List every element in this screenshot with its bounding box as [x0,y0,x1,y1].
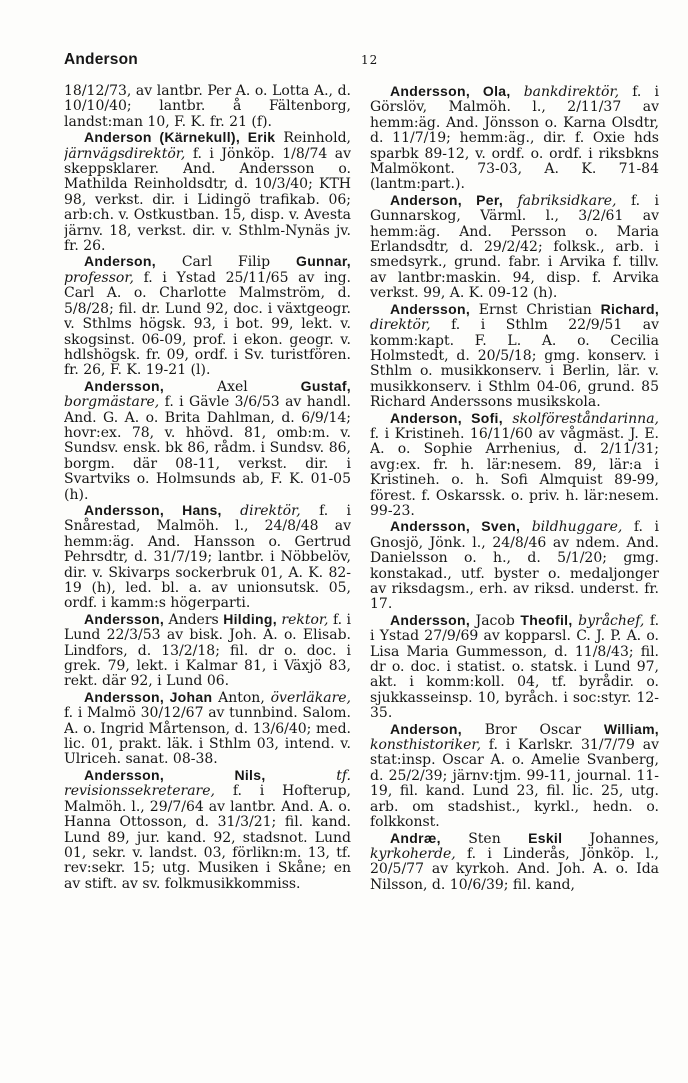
entry-text: f. i Lund 22/3/53 av bisk. Joh. A. o. Elisab. Lindfors, d. 13/2/18; fil. dr o. doc. i grek. 79, lekt. i Kalmar 81, i Växjö 83, rekt. där 92, i Lund 06. [64,611,351,690]
entry-title: fabriksidkare, [517,192,617,209]
entry-name: Andersson, [84,377,165,394]
entry-given-names: Anton, [218,689,265,706]
entry-text: f. i Karlskr. 31/7/79 av stat:insp. Oscar A. o. Amelie Svanberg, d. 25/2/39; järnv:tjm. 99-11, journal. 11-19, fil. kand. Lund 23, fil. lic. 25, utg. arb. om stadshist., kyrkl., hedn. o. folkkonst. [370,737,659,831]
entry-text: 18/12/73, av lantbr. Per A. o. Lotta A., d. 10/10/40; lantbr. å Fältenborg, landst:man 10, F. K. fr. 21 (f). [64,84,351,130]
entry-given-names-extra: Johannes, [589,830,659,847]
entry-title: tf. revisionssekreterare, [64,767,351,800]
entry-given-names: Sten [468,830,501,847]
entry-continuation [64,84,351,130]
entry-title: järnvägsdirektör, [64,145,186,162]
entry-name: Andersson, Ola, [390,84,511,99]
running-head-surname: Anderson [64,51,138,68]
entry-given-names: Bror Oscar [484,721,582,738]
entry-call-name: Gunnar, [296,253,351,270]
entry-call-name: William, [603,720,659,737]
entry-text: f. i Kristineh. 16/11/60 av vågmäst. J. E. A. o. Sophie Arrhenius, d. 2/11/31; avg:ex. fr. h. lär:nesem. 89, lär:a i Kristineh. o. h. Sofi Almquist 89-99, förest. f. Oskarssk. o. priv. h. lär:nesem. 99-23. [370,425,659,519]
entry-title: konsthistoriker, [370,737,482,754]
entry-call-name: Eskil [528,829,563,846]
biography-entry [370,613,659,722]
biography-entry [370,411,659,520]
biography-entry [64,503,351,612]
biography-entry [64,768,351,892]
entry-title: byråchef, [578,612,645,629]
entry-name: Andræ, [390,829,441,846]
entry-name: Andersson, Johan [84,688,213,705]
entry-text: f. i Malmö 30/12/67 av tunnbind. Salom. A. o. Ingrid Mårtenson, d. 13/6/40; med. lic. 01, prakt. läk. i Sthlm 03, intend. v. Ulriceh. sanat. 08-38. [64,705,351,768]
left-column [64,84,351,1069]
entry-given-names: Ernst Christian [478,301,592,318]
entry-text: f. i Snårestad, Malmöh. l., 24/8/48 av hemm:äg. And. Hansson o. Gertrud Pehrsdtr, d. 31/7/19; lantbr. i Nöbbelöv, dir. v. Skivarps sockerbruk 01, A. K. 82-19 (h), led. bl. a. av unionsutsk. 05, ordf. i kamm:s högerparti. [64,502,351,612]
entry-text: f. i Gunnarskog, Värml. l., 3/2/61 av hemm:äg. And. Persson o. Maria Erlandsdtr, d. 29/2/42; folksk., arb. i smedsyrk., grund. fabr. i Arvika f. tillv. av lantbr:maskin. 94, disp. f. Arvika verkst. 99, A. K. 09-12 (h). [370,192,659,302]
entry-text: f. i Jönköp. 1/8/74 av skeppsklarer. And. Andersson o. Mathilda Reinholdsdtr, d. 10/3/40; KTH 98, verkst. dir. i Lidingö trafikab. 06; arb:ch. v. Ostkustban. 15, disp. v. Avesta järnv. 18, verkst. dir. v. Sthlm-Nynäs jv. fr. 26. [64,145,351,255]
entry-name: Andersson, [84,610,165,627]
entry-title: professor, [64,269,134,286]
entry-text: f. i Sthlm 22/9/51 av komm:kapt. F. L. A. o. Cecilia Holmstedt, d. 20/5/18; gmg. konserv. i Sthlm o. musikkonserv. i Berlin, lär. v. musikkonserv. i Sthlm 04-06, grund. 85 Richard Anderssons musikskola. [370,317,659,411]
entry-given-names: Jacob [475,612,515,629]
biography-entry [64,690,351,768]
entry-given-names: Axel [216,378,248,395]
entry-title: direktör, [370,317,431,334]
biography-entry [64,379,351,503]
entry-title: skolföreståndarinna, [512,410,659,427]
biography-entry [370,831,659,894]
entry-text: f. i Ystad 27/9/69 av kopparsl. C. J. P. A. o. Lisa Maria Gummesson, d. 11/8/43; fil. dr o. doc. i statist. o. statsk. i Lund 97, akt. i komm:koll. 04, tf. byrådir. o. sjukkasseinsp. 10, byråch. i soc:styr. 12-35. [370,612,659,722]
entry-text: f. i Ystad 25/11/65 av ing. Carl A. o. Charlotte Malmström, d. 5/8/28; fil. dr. Lund 92, doc. i växtgeogr. v. Sthlms högsk. 93, i bot. 99, lekt. v. skogsinst. 06-09, prof. i ekon. geogr. v. hdlshögsk. fr. 09, ordf. i Sv. turistfören. fr. 26, F. K. 19-21 (l). [64,269,351,379]
entry-name: Anderson, [390,720,462,737]
biography-entry [64,130,351,254]
entry-title: bankdirektör, [523,84,620,100]
entry-text: f. i Görslöv, Malmöh. l., 2/11/37 av hemm:äg. And. Jönsson o. Karna Olsdtr, d. 11/7/19; hemm:äg., dir. f. Oxie hds sparbk 89-12, v. ordf. o. ordf. i riksbkns Malmökont. 73-03, A. K. 71-84 (lantm:part.). [370,84,659,193]
entry-call-name: Gustaf, [300,377,351,394]
running-head [64,51,649,71]
biography-entry [370,193,659,302]
entry-title: överläkare, [270,689,351,706]
entry-given-names: Anders [168,611,219,628]
right-column [370,84,659,1069]
entry-name: Andersson, [390,300,471,317]
entry-name: Andersson, [390,611,471,628]
biography-entry [64,612,351,690]
entry-title: bildhuggare, [531,519,623,536]
biography-entry [370,302,659,411]
entry-name: Anderson (Kärnekull), Erik [84,129,276,146]
entry-text: f. i Hofterup, Malmöh. l., 29/7/64 av lantbr. And. A. o. Hanna Ottosson, d. 31/3/21; fil. kand. Lund 89, jur. kand. 92, stadsnot. Lund 01, sekr. v. landst. 03, förlikn:m. 13, tf. rev:sekr. 15; utg. Musiken i Skåne; en av stift. av sv. folkmusikkommiss. [64,783,351,892]
entry-call-name: Richard, [600,300,659,317]
entry-call-name: Hilding, [223,610,277,627]
entry-text: f. i Gävle 3/6/53 av handl. And. G. A. o. Brita Dahlman, d. 6/9/14; hovr:ex. 78, v. hhövd. 81, omb:m. v. Sundsv. ensk. bk 86, rådm. i Sundsv. 86, borgm. där 08-11, verkst. dir. i Svartviks o. Holmsunds ab, F. K. 01-05 (h). [64,394,351,503]
entry-title: direktör, [240,502,301,519]
entry-title: rektor, [281,611,329,628]
entry-text: f. i Linderås, Jönköp. l., 20/5/77 av kyrkoh. And. Joh. A. o. Ida Nilsson, d. 10/6/39; fil. kand, [370,845,659,893]
biography-entry [64,254,351,378]
entry-title: borgmästare, [64,394,160,411]
entry-given-names: Reinhold, [283,130,351,147]
entry-name: Anderson, Per, [390,191,504,208]
entry-name: Andersson, Hans, [84,501,222,518]
entry-given-names: Carl Filip [181,254,271,271]
entry-name: Andersson, Nils, [84,766,266,783]
entry-text: f. i Gnosjö, Jönk. l., 24/8/46 av ndem. And. Danielsson o. h., d. 5/1/20; gmg. konstakad., utf. byster o. medaljonger av riksdagsm., erh. av riksd. underst. fr. 17. [370,519,659,613]
entry-name: Anderson, Sofi, [390,409,503,426]
entry-name: Anderson, [84,253,156,270]
biography-entry [370,519,659,612]
entry-call-name: Theofil, [520,611,573,628]
entry-title: kyrkoherde, [370,845,456,862]
biography-entry [370,722,659,831]
biography-entry [370,84,659,193]
entry-name: Andersson, Sven, [390,518,521,535]
page-number: 12 [361,53,379,67]
